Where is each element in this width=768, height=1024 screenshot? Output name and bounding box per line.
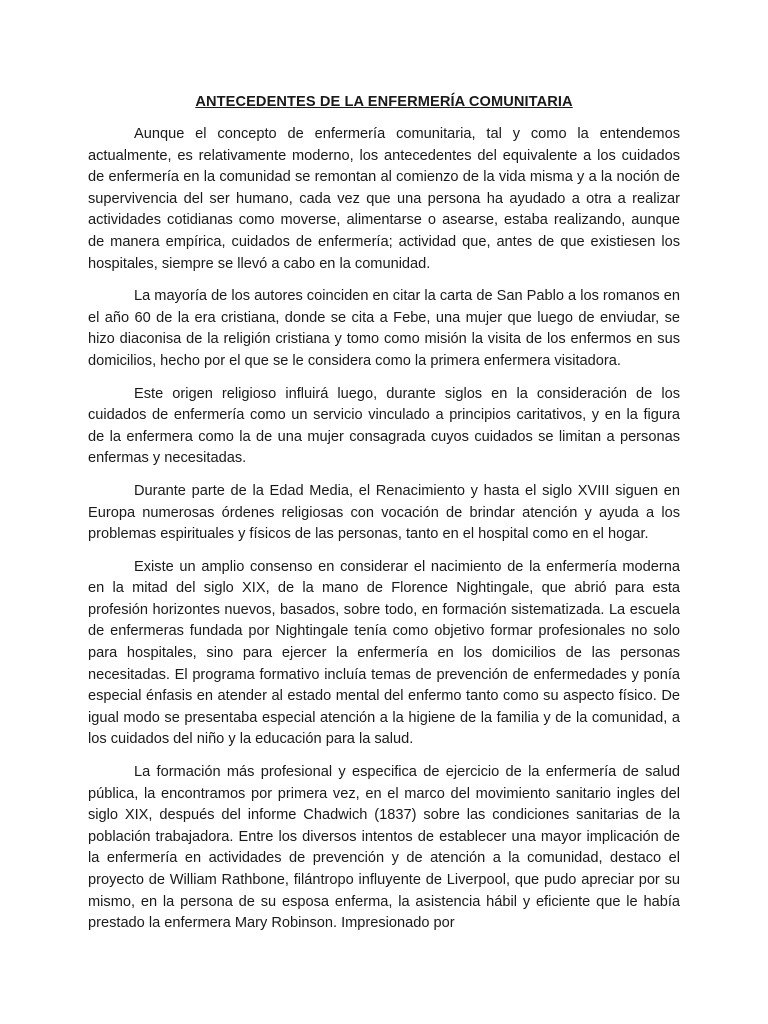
paragraph-5: Existe un amplio consenso en considerar el nacimiento de la enfermería moderna en la mitad del siglo XIX, de la mano de Florence Nightingale, que abrió para esta profesión horizontes nuevos, basados, sobre todo, en formación sistematizada. La escuela de enfermeras fundada por Nightingale tenía como objetivo formar profesionales no solo para hospitales, sino para ejercer la enfermería en los domicilios de las personas necesitadas. El programa formativo incluía temas de prevención de enfermedades y ponía especial énfasis en atender al estado mental del enfermo tanto como su aspecto físico. De igual modo se presentaba especial atención a la higiene de la familia y de la comunidad, a los cuidados del niño y la educación para la salud. (88, 558, 680, 748)
paragraph-1: Aunque el concepto de enfermería comunitaria, tal y como la entendemos actualmente, es relativamente moderno, los antecedentes del equivalente a los cuidados de enfermería en la comunidad se remontan al comienzo de la vida misma y a la noción de supervivencia del ser humano, cada vez que una persona ha ayudado a otra a realizar actividades cotidianas como moverse, alimentarse o asearse, estaba realizando, aunque de manera empírica, cuidados de enfermería; actividad que, antes de que existiesen los hospitales, siempre se llevó a cabo en la comunidad. (88, 126, 680, 272)
paragraph-3: Este origen religioso influirá luego, durante siglos en la consideración de los cuidados de enfermería como un servicio vinculado a principios caritativos, y en la figura de la enfermera como la de una mujer consagrada cuyos cuidados se limitan a personas enfermas y necesitadas. (88, 385, 680, 467)
paragraph-6: La formación más profesional y especifica de ejercicio de la enfermería de salud pública, la encontramos por primera vez, en el marco del movimiento sanitario ingles del siglo XIX, después del informe Chadwich (1837) sobre las condiciones sanitarias de la población trabajadora. Entre los diversos intentos de establecer una mayor implicación de la enfermería en actividades de prevención y de atención a la comunidad, destaco el proyecto de William Rathbone, filántropo influyente de Liverpool, que pudo apreciar por su mismo, en la persona de su esposa enferma, la asistencia hábil y eficiente que le había prestado la enfermera Mary Robinson. Impresionado por (88, 764, 680, 932)
paragraph-2: La mayoría de los autores coinciden en citar la carta de San Pablo a los romanos en el año 60 de la era cristiana, donde se cita a Febe, una mujer que luego de enviudar, se hizo diaconisa de la religión cristiana y tomo como misión la visita de los enfermos en sus domicilios, hecho por el que se le considera como la primera enfermera visitadora. (88, 288, 680, 369)
document-title: ANTECEDENTES DE LA ENFERMERÍA COMUNITARIA (195, 94, 573, 110)
paragraph-4: Durante parte de la Edad Media, el Renacimiento y hasta el siglo XVIII siguen en Europa numerosas órdenes religiosas con vocación de brindar atención y ayuda a los problemas espirituales y físicos de las personas, tanto en el hospital como en el hogar. (88, 482, 680, 543)
